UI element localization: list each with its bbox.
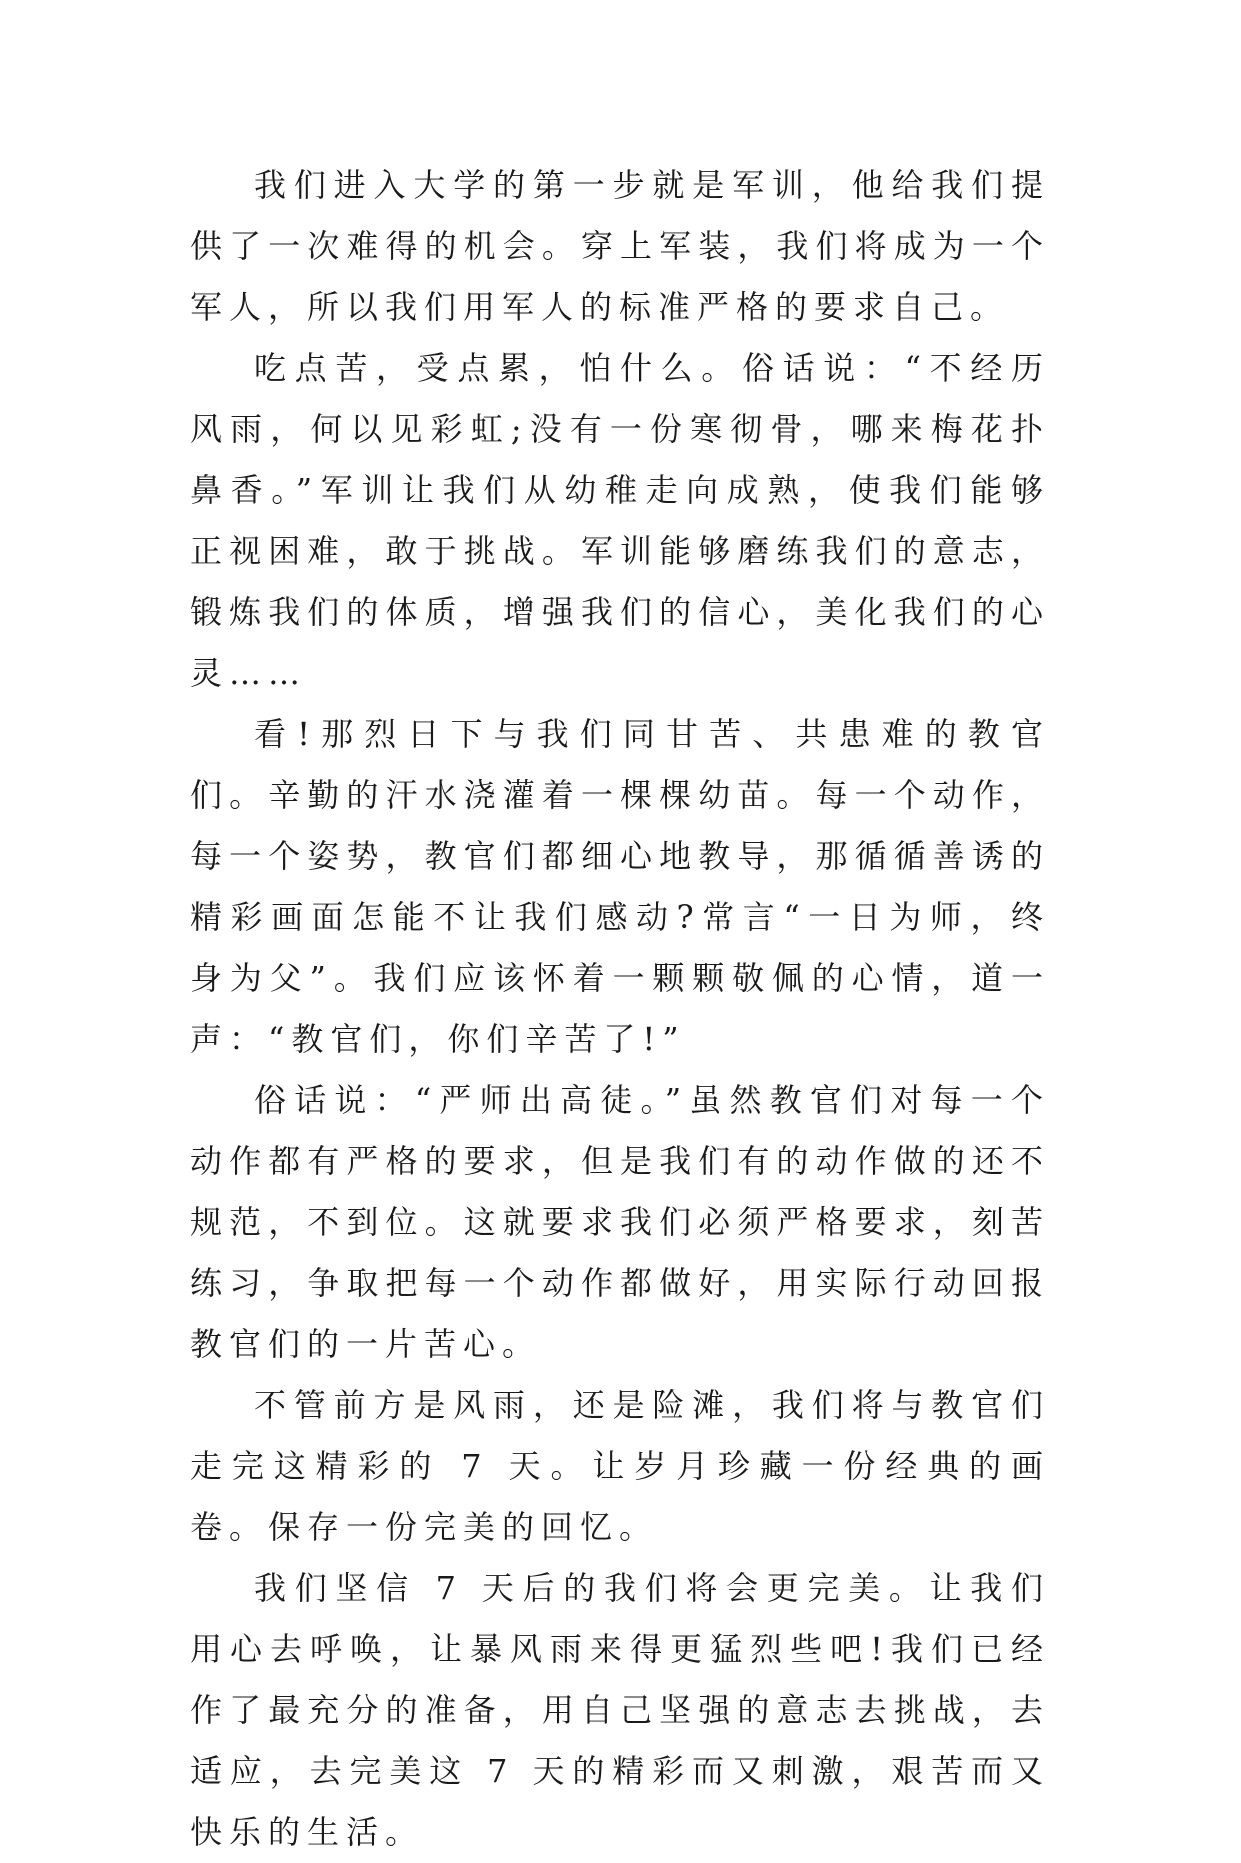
paragraph-3: 看!那烈日下与我们同甘苦、共患难的教官们。辛勤的汗水浇灌着一棵棵幼苗。每一个动作，每一个姿势，教官们都细心地教导，那循循善诱的精彩画面怎能不让我们感动?常言“一日为师，终身为父”。我们应该怀着一颗颗敬佩的心情，道一声：“教官们，你们辛苦了!” <box>190 715 1050 1058</box>
paragraph-5: 不管前方是风雨，还是险滩，我们将与教官们走完这精彩的 7 天。让岁月珍藏一份经典的画卷。保存一份完美的回忆。 <box>190 1386 1050 1546</box>
document-body <box>190 155 1050 1863</box>
paragraph-6: 我们坚信 7 天后的我们将会更完美。让我们用心去呼唤，让暴风雨来得更猛烈些吧!我们已经作了最充分的准备，用自己坚强的意志去挑战，去适应，去完美这 7 天的精彩而又刺激，艰苦而又快乐的生活。 <box>190 1569 1050 1851</box>
paragraph-1: 我们进入大学的第一步就是军训，他给我们提供了一次难得的机会。穿上军装，我们将成为一个军人，所以我们用军人的标准严格的要求自己。 <box>190 166 1050 326</box>
paragraph-4: 俗话说：“严师出高徒。”虽然教官们对每一个动作都有严格的要求，但是我们有的动作做的还不规范，不到位。这就要求我们必须严格要求，刻苦练习，争取把每一个动作都做好，用实际行动回报教官们的一片苦心。 <box>190 1081 1050 1363</box>
paragraph-2: 吃点苦，受点累，怕什么。俗话说：“不经历风雨，何以见彩虹;没有一份寒彻骨，哪来梅花扑鼻香。”军训让我们从幼稚走向成熟，使我们能够正视困难，敢于挑战。军训能够磨练我们的意志，锻炼我们的体质，增强我们的信心，美化我们的心灵…… <box>190 349 1050 692</box>
